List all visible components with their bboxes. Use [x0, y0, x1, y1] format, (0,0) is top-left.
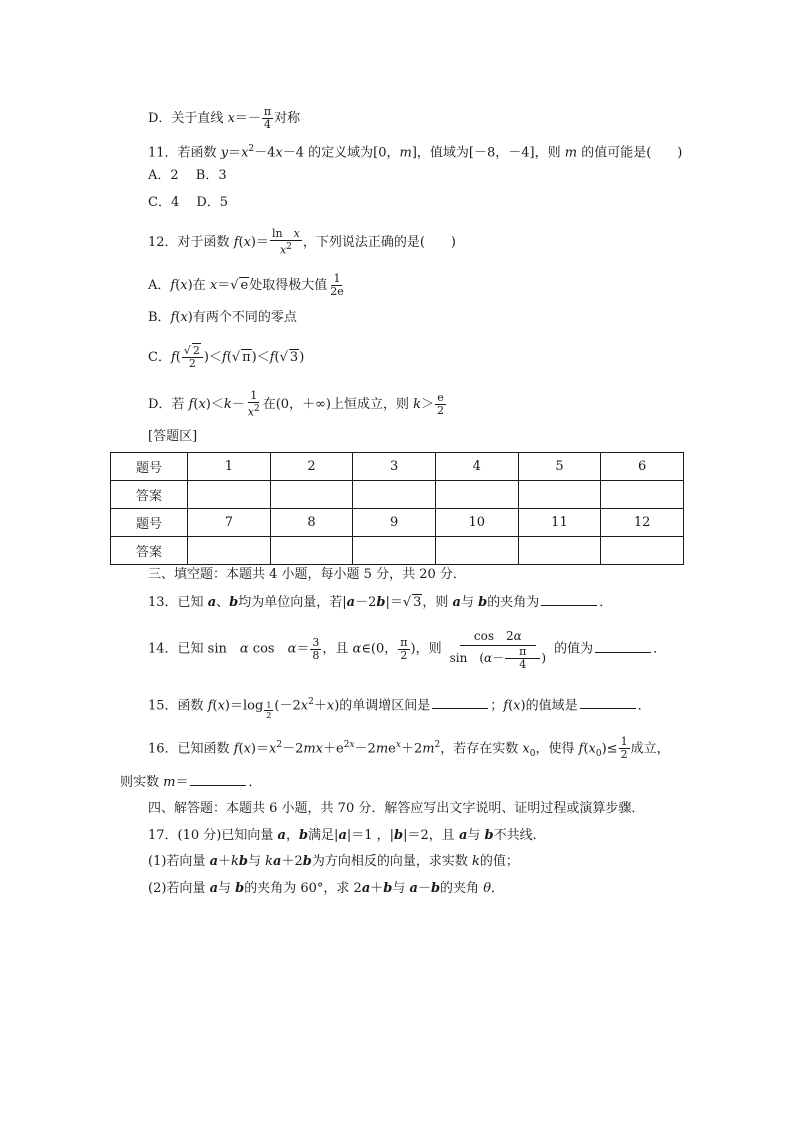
q16-blank[interactable]	[190, 773, 246, 786]
q10-option-d: D．关于直线 x＝－ $\frac{\pi}{4}$ 对称	[148, 105, 301, 131]
answer-cell[interactable]	[601, 481, 684, 509]
q12-option-b: B．f(x)有两个不同的零点	[148, 310, 297, 325]
q12-option-a: A．f(x)在 x＝√ e处取得极大值 $\frac{1}{2e}$	[148, 272, 344, 298]
q15-blank-2[interactable]	[580, 696, 636, 709]
q14-stem: 14．已知 sin α cos α＝ $\frac{3}{8}$ ，且 α∈(0， $\frac{\pi}{2}$ )，则 cos 2α sin (α－ $\frac{\pi}{4}$ ) 的值为 ．	[148, 629, 667, 671]
answer-cell[interactable]	[270, 537, 353, 565]
answer-cell[interactable]	[518, 481, 601, 509]
q14-blank[interactable]	[595, 640, 651, 653]
q11-options-cd: C．4 D．5	[148, 195, 229, 210]
answer-cell[interactable]	[270, 481, 353, 509]
answer-table-row	[111, 509, 684, 537]
answer-cell[interactable]	[188, 537, 271, 565]
answer-table-row-label: 答案	[111, 481, 188, 509]
question-number-cell: 10	[435, 509, 518, 537]
section-4-title: 四、解答题：本题共 6 小题，共 70 分．解答应写出文字说明、证明过程或演算步骤．	[148, 801, 645, 816]
answer-cell[interactable]	[353, 537, 436, 565]
q13-stem: 13．已知 a、b均为单位向量，若|a－2b|＝√ 3，则 a与 b的夹角为 ．	[148, 595, 613, 610]
question-number-cell: 11	[518, 509, 601, 537]
answer-cell[interactable]	[435, 537, 518, 565]
q15-stem: 15．函数 f(x)＝log $_{\frac{1}{2}}$ $(-2x^2+x)$的单调增区间是 ；f(x)的值域是 ．	[148, 697, 651, 720]
answer-cell[interactable]	[518, 537, 601, 565]
q16-stem: 16．已知函数 $f(x)=x^2-2mx+e^{2x}-2me^x+2m^2$，若存在实数 $x_0$，使得 $f(x_0)\le$ $\frac{1}{2}$ 成立，	[148, 735, 670, 762]
q17-part-1: (1)若向量 a＋kb与 ka＋2b为方向相反的向量，求实数 k的值；	[148, 854, 519, 869]
section-3-title: 三、填空题：本题共 4 小题，每小题 5 分，共 20 分．	[148, 567, 466, 582]
answer-table-row	[111, 481, 684, 509]
question-number-cell: 12	[601, 509, 684, 537]
question-number-cell: 7	[188, 509, 271, 537]
answer-table	[110, 452, 684, 565]
answer-area-label: [答题区]	[148, 429, 198, 444]
q17-stem: 17．(10 分)已知向量 a，b满足|a|＝1 ，|b|＝2，且 a与 b不共线．	[148, 828, 546, 843]
question-number-cell: 3	[353, 453, 436, 481]
question-number-cell: 2	[270, 453, 353, 481]
answer-cell[interactable]	[601, 537, 684, 565]
q17-part-2: (2)若向量 a与 b的夹角为 60°，求 2a＋b与 a－b的夹角 θ．	[148, 881, 505, 896]
answer-cell[interactable]	[435, 481, 518, 509]
q11-stem: 11．若函数 $y=x^2-4x-4$ 的定义域为[0，m]，值域为[－8，－4]，则 m 的值可能是( )	[148, 144, 683, 161]
q11-options-ab: A．2 B．3	[148, 168, 227, 183]
answer-cell[interactable]	[188, 481, 271, 509]
answer-table-row	[111, 537, 684, 565]
question-number-cell: 1	[188, 453, 271, 481]
q16-continued: 则实数 m＝ ．	[120, 775, 262, 790]
question-number-cell: 9	[353, 509, 436, 537]
q15-blank-1[interactable]	[432, 696, 488, 709]
question-number-cell: 5	[518, 453, 601, 481]
answer-cell[interactable]	[353, 481, 436, 509]
question-number-cell: 4	[435, 453, 518, 481]
answer-table-row-label: 题号	[111, 453, 188, 481]
q12-option-c: C．f( $\frac{√ 2}{2}$ )＜f(√ π)＜f(√ 3)	[148, 344, 305, 370]
answer-table-row	[111, 453, 684, 481]
q12-stem: 12．对于函数 f(x)＝ $\frac{\text{ln x}}{x^2}$ ，下列说法正确的是( )	[148, 227, 456, 257]
question-number-cell: 6	[601, 453, 684, 481]
answer-table-row-label: 题号	[111, 509, 188, 537]
q13-blank[interactable]	[541, 593, 597, 606]
q12-option-d: D．若 f(x)＜k－ $\frac{1}{x^2}$ 在(0，＋∞)上恒成立，则 k＞ $\frac{e}{2}$	[148, 389, 445, 419]
question-number-cell: 8	[270, 509, 353, 537]
answer-table-row-label: 答案	[111, 537, 188, 565]
